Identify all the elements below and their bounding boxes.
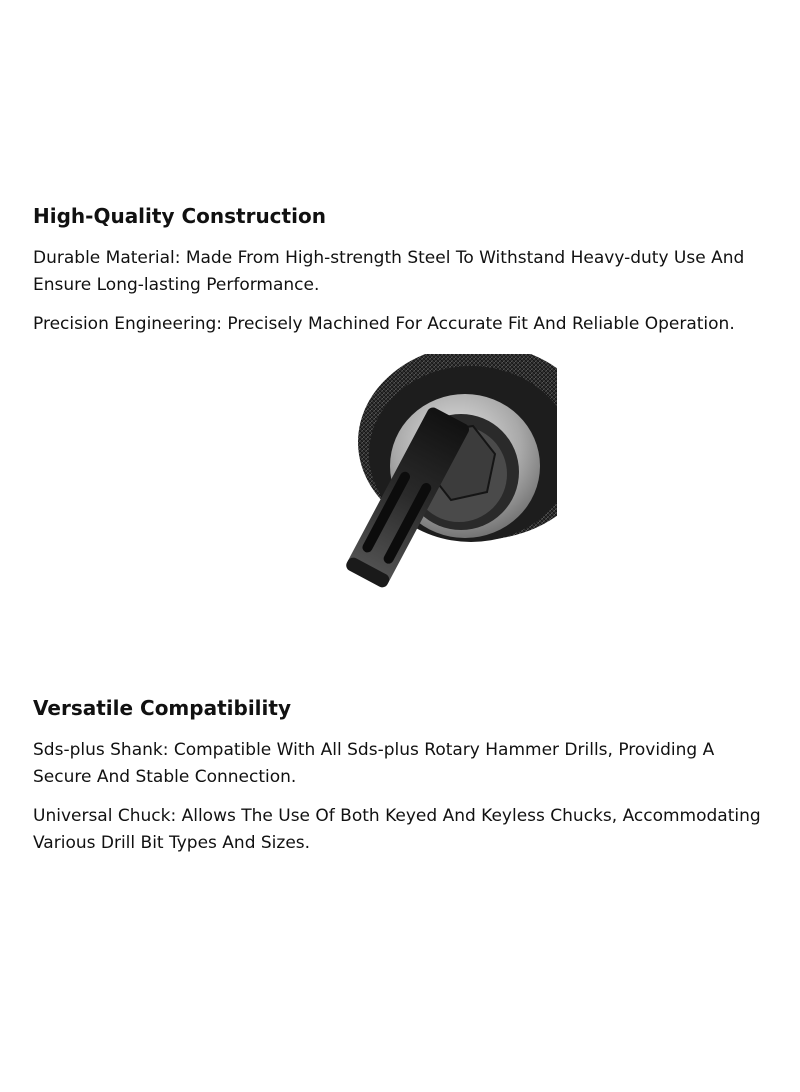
paragraph-universal-chuck: Universal Chuck: Allows The Use Of Both Keyed And Keyless Chucks, Accommodating Various Drill Bit Types And Sizes. bbox=[33, 806, 761, 853]
section-versatile-compatibility bbox=[33, 695, 778, 869]
paragraph-durable-material: Durable Material: Made From High-strength Steel To Withstand Heavy-duty Use And Ensure Long-lasting Performance. bbox=[33, 248, 745, 295]
paragraph-sds-plus-shank: Sds-plus Shank: Compatible With All Sds-plus Rotary Hammer Drills, Providing A Secure And Stable Connection. bbox=[33, 740, 715, 787]
section-heading: High-Quality Construction bbox=[33, 204, 326, 228]
paragraph-precision-engineering: Precision Engineering: Precisely Machined For Accurate Fit And Reliable Operation. bbox=[33, 314, 735, 334]
sds-plus-adapter-image bbox=[283, 354, 557, 648]
sds-plus-adapter-icon bbox=[283, 354, 557, 648]
section-high-quality-construction bbox=[33, 203, 778, 350]
section-heading: Versatile Compatibility bbox=[33, 696, 291, 720]
